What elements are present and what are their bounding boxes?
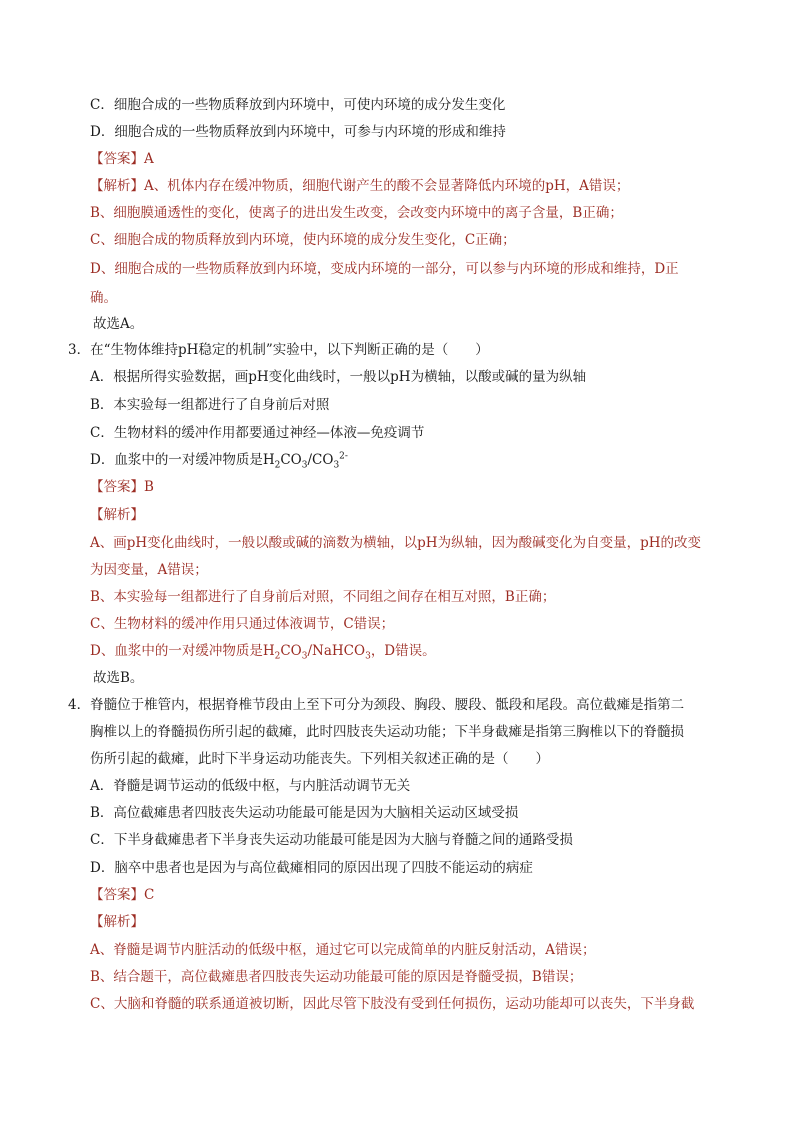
formula-text: CO (280, 643, 302, 659)
q3-answer (90, 477, 154, 497)
q2-analysis-2: B、细胞膜通透性的变化，使离子的进出发生改变，会改变内环境中的离子含量，B正确； (90, 205, 623, 221)
analysis-label: 【解析】 (90, 178, 144, 194)
q3-analysis-2: B、本实验每一组都进行了自身前后对照，不同组之间存在相互对照，B正确； (90, 589, 556, 605)
answer-label: 【答案】 (90, 151, 144, 167)
subscript: 3 (301, 460, 308, 471)
subscript: 2 (274, 651, 281, 662)
q4-option-a: A．脊髓是调节运动的低级中枢，与内脏活动调节无关 (90, 778, 411, 794)
q4-analysis-3: C、大脑和脊髓的联系通道被切断，因此尽管下肢没有受到任何损伤，运动功能却可以丧失，下半身截 (90, 996, 695, 1012)
formula-text: /CO (307, 452, 334, 468)
q3-stem: 3．在“生物体维持pH稳定的机制”实验中，以下判断正确的是（ ） (68, 342, 489, 358)
q2-analysis-3: C、细胞合成的物质释放到内环境，使内环境的成分发生变化，C正确； (90, 232, 516, 248)
q4-stem-1: 4．脊髓位于椎管内，根据脊椎节段由上至下可分为颈段、胸段、腰段、骶段和尾段。高位截瘫是指第二 (68, 697, 685, 713)
q4-analysis-label: 【解析】 (90, 914, 144, 930)
answer-value: C (144, 887, 155, 903)
q3-option-d (90, 450, 348, 470)
q4-stem-3: 伤所引起的截瘫，此时下半身运动功能丧失。下列相关叙述正确的是（ ） (90, 751, 549, 767)
q2-answer (90, 149, 154, 169)
answer-label: 【答案】 (90, 887, 144, 903)
answer-value: B (144, 479, 154, 495)
q4-answer (90, 885, 154, 905)
analysis-text: A、机体内存在缓冲物质，细胞代谢产生的酸不会显著降低内环境的pH，A错误； (144, 178, 630, 194)
subscript: 2 (274, 460, 281, 471)
q2-conclusion: 故选A。 (93, 316, 144, 332)
q2-analysis-4a: D、细胞合成的一些物质释放到内环境，变成内环境的一部分，可以参与内环境的形成和维持，D正 (90, 261, 679, 277)
q3-analysis-1a: A、画pH变化曲线时，一般以酸或碱的滴数为横轴，以pH为纵轴，因为酸碱变化为自变量，pH的改变 (90, 535, 701, 551)
formula-text: D、血浆中的一对缓冲物质是H (90, 643, 275, 659)
q4-analysis-1: A、脊髓是调节内脏活动的低级中枢，通过它可以完成简单的内脏反射活动，A错误； (90, 942, 596, 958)
q3-analysis-1b: 为因变量，A错误； (90, 562, 208, 578)
answer-label: 【答案】 (90, 479, 144, 495)
q3-option-a: A．根据所得实验数据，画pH变化曲线时，一般以pH为横轴，以酸或碱的量为纵轴 (90, 369, 587, 385)
q2-option-c: C．细胞合成的一些物质释放到内环境中，可使内环境的成分发生变化 (90, 97, 506, 113)
q2-analysis-4b: 确。 (90, 290, 117, 306)
q3-conclusion: 故选B。 (93, 670, 144, 686)
superscript: 2- (339, 451, 348, 462)
subscript: 3 (365, 651, 371, 662)
q4-analysis-2: B、结合题干，高位截瘫患者四肢丧失运动功能最可能的原因是脊髓受损，B错误； (90, 969, 583, 985)
q4-stem-2: 胸椎以上的脊髓损伤所引起的截瘫，此时四肢丧失运动功能；下半身截瘫是指第三胸椎以下的脊髓损 (90, 724, 684, 740)
formula-text: ，D错误。 (370, 643, 436, 659)
q2-analysis-1 (90, 176, 629, 196)
formula-text: CO (280, 452, 302, 468)
q3-option-b: B．本实验每一组都进行了自身前后对照 (90, 397, 330, 413)
q4-option-b: B．高位截瘫患者四肢丧失运动功能最可能是因为大脑相关运动区域受损 (90, 805, 519, 821)
subscript: 3 (333, 460, 340, 471)
formula-text: D．血浆中的一对缓冲物质是H (90, 452, 275, 468)
q3-option-c: C．生物材料的缓冲作用都要通过神经—体液—免疫调节 (90, 425, 425, 441)
formula-text: /NaHCO (307, 643, 366, 659)
q4-option-d: D．脑卒中患者也是因为与高位截瘫相同的原因出现了四肢不能运动的病症 (90, 860, 533, 876)
q4-option-c: C．下半身截瘫患者下半身丧失运动功能最可能是因为大脑与脊髓之间的通路受损 (90, 832, 573, 848)
q3-analysis-label: 【解析】 (90, 507, 144, 523)
answer-value: A (144, 151, 154, 167)
q3-analysis-3: C、生物材料的缓冲作用只通过体液调节，C错误； (90, 616, 395, 632)
q2-option-d: D．细胞合成的一些物质释放到内环境中，可参与内环境的形成和维持 (90, 124, 506, 140)
subscript: 3 (301, 651, 308, 662)
q3-analysis-4 (90, 641, 436, 661)
